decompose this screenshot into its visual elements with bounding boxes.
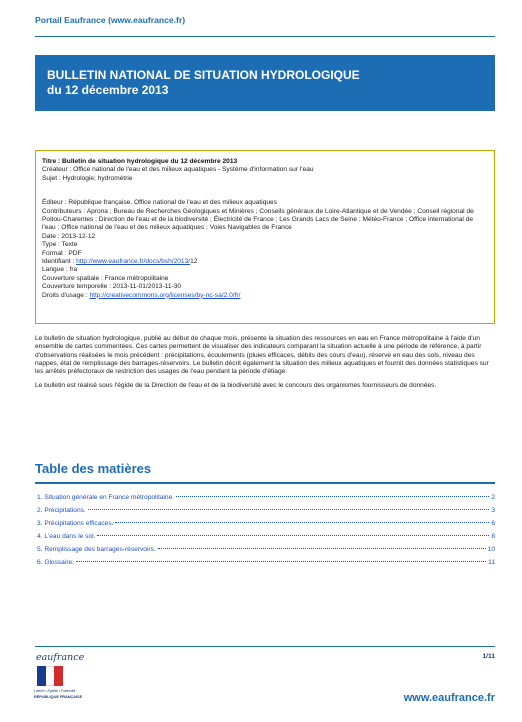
meta-subject: Sujet : Hydrologie; hydrométrie [42,174,133,182]
metadata-box [35,150,495,324]
meta-rights [42,292,488,300]
toc-leader [115,522,489,523]
toc-item-label: 2. Précipitations. [37,507,86,514]
toc-item-label: 6. Glossaire. [37,559,75,566]
toc-divider [35,482,495,484]
toc-item-label: 5. Remplissage des barrages-réservoirs. [37,546,156,553]
identifier-label: Identifiant : [42,258,77,266]
meta-type: Type : Texte [42,241,78,249]
meta-language: Langue : fra [42,266,78,274]
toc-leader [158,548,486,549]
header-divider [35,36,495,37]
meta-spatial: Couverture spatiale : France métropolitaine [42,274,169,282]
republic-motto: Liberté • Égalité • Fraternité [34,689,76,693]
toc-leader [176,496,489,497]
identifier-suffix: 12 [190,258,198,266]
rights-label: Droits d'usage : [42,291,90,299]
toc-item[interactable] [35,494,495,507]
bulletin-date: du 12 décembre 2013 [47,83,169,97]
toc-leader [97,535,489,536]
meta-format: Format : PDF [42,249,82,257]
intro-paragraph: Le bulletin est réalisé sous l'égide de la Direction de l'eau et de la biodiversité avec le concours des organismes fournisseurs de données. [35,382,437,390]
meta-publisher: Éditeur : République française. Office national de l'eau et des milieux aquatiques [42,199,277,207]
intro-paragraph: Le bulletin de situation hydrologique, publié au début de chaque mois, présente la situation des ressources en eau en France métropolitaine à l'aide d'un ensemble de cartes commentées. Ces cartes permettent de visualiser des indicateurs comparant la situation actuelle à une période de référence, à partir d'observations réalisées le mois précédent : précipitations, écoulements (pluies efficaces, débits des cours d'eau), réserve en eau des sols, niveau des nappes, état de remplissage des barrages-réservoirs. Le bulletin décrit également la situation des milieux aquatiques et fournit des données statistiques sur les arrêtés préfectoraux de restriction des usages de l'eau pendant la période d'étiage. [35,335,489,376]
meta-temporal: Couverture temporelle : 2013-11-01/2013-11-30 [42,283,182,291]
footer-divider [35,646,495,647]
toc-item-page: 6 [491,520,495,527]
toc-item[interactable] [35,507,495,520]
meta-date: Date : 2013-12-12 [42,232,96,240]
toc-item-page: 2 [491,494,495,501]
toc-item-label: 1. Situation générale en France métropolitaine. [37,494,175,501]
toc-item-page: 8 [491,533,495,540]
toc-item-page: 11 [488,559,495,566]
marianne-logo [37,666,63,686]
toc-item[interactable] [35,546,495,559]
toc-item-page: 10 [487,546,495,553]
toc-item[interactable] [35,520,495,533]
meta-identifier [42,258,488,266]
toc-list [35,494,495,572]
footer-website-link[interactable]: www.eaufrance.fr [403,692,495,704]
toc-heading: Table des matières [35,461,152,476]
toc-item-label: 3. Précipitations efficaces. [37,520,114,527]
toc-item[interactable] [35,559,495,572]
meta-contributors: Contributeurs : Aprona ; Bureau de Recherches Géologiques et Minières ; Conseils généraux de Loire-Atlantique et de Vendée ; Conseil régional de Poitou-Charentes ; Direction de l'eau et de la biodiversité ; Électricité de France ; Les Grands Lacs de Seine ; Météo-France ; Office international de l'eau ; Office national de l'eau et des milieux aquatiques ; Voies Navigables de France [42,207,474,232]
portal-link[interactable]: Portail Eaufrance (www.eaufrance.fr) [35,15,186,25]
toc-item[interactable] [35,533,495,546]
intro-text [35,335,495,397]
toc-leader [88,509,490,510]
meta-title: Titre : Bulletin de situation hydrologique du 12 décembre 2013 [42,158,238,165]
title-banner [35,55,495,111]
meta-creator: Créateur : Office national de l'eau et des milieux aquatiques - Système d'information sur l'eau [42,166,314,174]
republic-name: RÉPUBLIQUE FRANÇAISE [34,695,83,699]
page-number: 1/11 [482,653,495,660]
bulletin-title: BULLETIN NATIONAL DE SITUATION HYDROLOGIQUE [47,68,360,82]
toc-item-page: 3 [491,507,495,514]
eaufrance-logo: eaufrance [36,652,85,663]
rights-link[interactable]: http://creativecommons.org/licenses/by-nc-sa/2.0/fr/ [89,291,241,299]
toc-item-label: 4. L'eau dans le sol. [37,533,96,540]
toc-leader [76,561,486,562]
identifier-link[interactable]: http://www.eaufrance.fr/docs/bsh/2013/ [76,258,191,266]
